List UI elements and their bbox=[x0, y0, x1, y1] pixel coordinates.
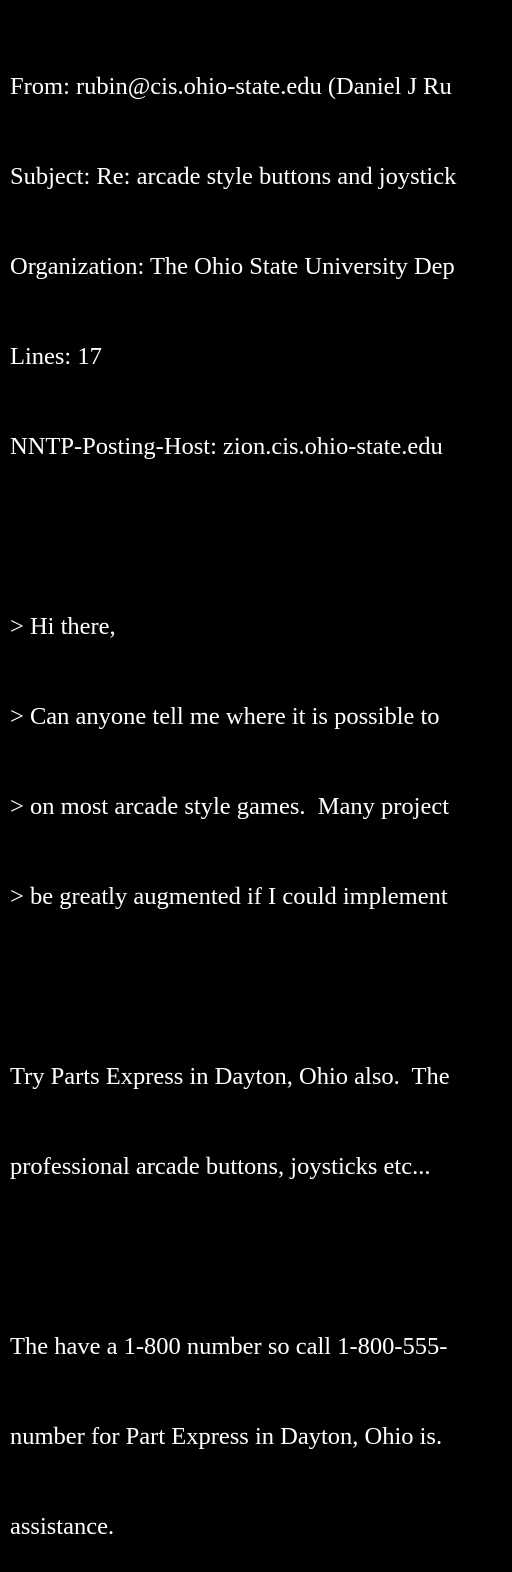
blank-line bbox=[10, 1242, 512, 1272]
quoted-line: > Hi there, bbox=[10, 613, 116, 640]
reply-line: assistance. bbox=[10, 1513, 115, 1540]
reply-line: Try Parts Express in Dayton, Ohio also. The bbox=[10, 1063, 450, 1090]
quoted-line: > Can anyone tell me where it is possible to bbox=[10, 703, 440, 730]
header-from: From: rubin@cis.ohio-state.edu (Daniel J Ru bbox=[10, 73, 452, 100]
header-lines: Lines: 17 bbox=[10, 343, 102, 370]
blank-line bbox=[10, 972, 512, 1002]
reply-line: The have a 1-800 number so call 1-800-555- bbox=[10, 1333, 448, 1360]
quoted-line: > be greatly augmented if I could implement bbox=[10, 883, 448, 910]
reply-line: professional arcade buttons, joysticks etc... bbox=[10, 1153, 431, 1180]
quoted-line: > on most arcade style games. Many project bbox=[10, 793, 450, 820]
blank-line bbox=[10, 522, 512, 552]
header-nntp-posting-host: NNTP-Posting-Host: zion.cis.ohio-state.edu bbox=[10, 433, 443, 460]
header-subject: Subject: Re: arcade style buttons and joystick bbox=[10, 163, 457, 190]
header-organization: Organization: The Ohio State University Dep bbox=[10, 253, 455, 280]
email-document bbox=[10, 12, 512, 1572]
reply-line: number for Part Express in Dayton, Ohio is. bbox=[10, 1423, 443, 1450]
